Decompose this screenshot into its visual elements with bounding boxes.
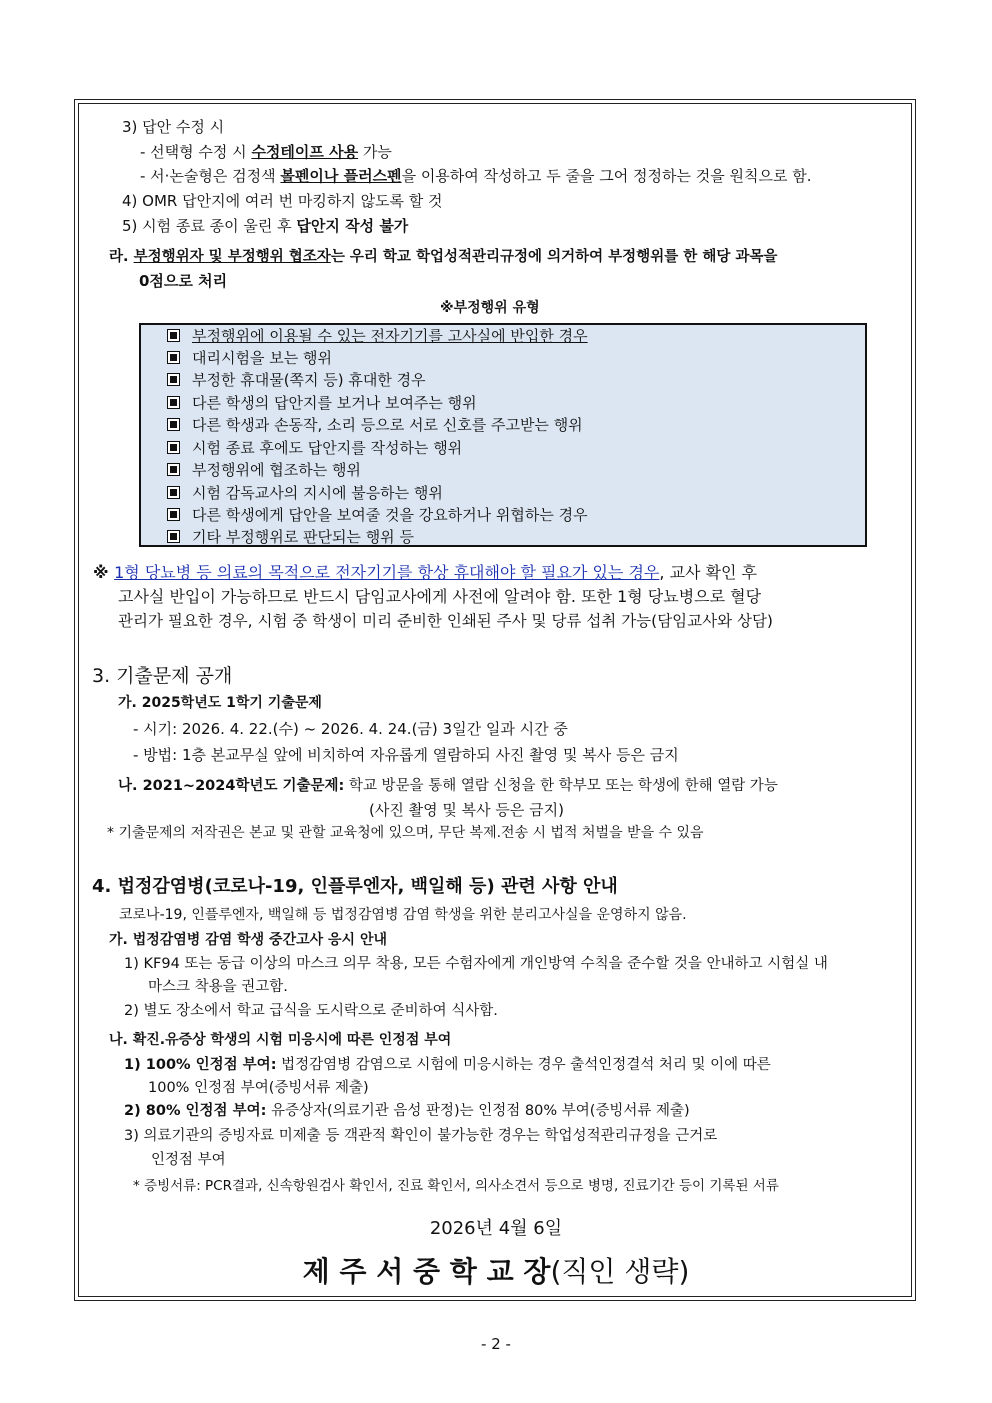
- cheating-type-item: [167, 438, 462, 458]
- item3-a-suffix: 가능: [358, 143, 392, 161]
- section3-na-text: 학교 방문을 통해 열람 신청을 한 학부모 또는 학생에 한해 열람 가능: [344, 778, 778, 794]
- seal-omitted-note: (직인 생략): [550, 1255, 690, 1288]
- cheating-type-item: [167, 326, 588, 346]
- principal-title: 제 주 서 중 학 교 장: [302, 1255, 551, 1288]
- section4-na-item2-text: 유증상자(의료기관 음성 판정)는 인정점 80% 부여(증빙서류 제출): [266, 1103, 690, 1119]
- section3-ga-item1: - 시기: 2026. 4. 22.(수) ~ 2026. 4. 24.(금) 3일간 일과 시간 중: [133, 720, 568, 738]
- cheating-rule-line2: 0점으로 처리: [139, 272, 228, 290]
- filled-square-icon: [167, 441, 180, 454]
- section4-na-item1: [124, 1055, 771, 1075]
- note-emphasis: 1형 당뇨병 등 의료의 목적으로 전자기기를 항상 휴대해야 할 필요가 있는 경우: [114, 563, 660, 582]
- section3-title: 3. 기출문제 공개: [92, 665, 233, 687]
- cheating-type-label: 기타 부정행위로 판단되는 행위 등: [192, 528, 414, 546]
- note-mark: ※: [93, 563, 115, 582]
- cheating-type-item: [167, 370, 426, 390]
- filled-square-icon: [167, 486, 180, 499]
- cheating-types-box: [139, 323, 867, 547]
- section4-na-item2-title: 2) 80% 인정점 부여:: [124, 1103, 267, 1119]
- item5-text: 5) 시험 종료 종이 울린 후: [122, 217, 297, 235]
- document-date: 2026년 4월 6일: [429, 1218, 563, 1239]
- section3-ga-item2: - 방법: 1층 본교무실 앞에 비치하여 자유롭게 열람하되 사진 촬영 및 복사 등은 금지: [133, 746, 679, 764]
- item3-a-emphasis: 수정테이프 사용: [251, 143, 359, 161]
- section3-na-line2: (사진 촬영 및 복사 등은 금지): [369, 801, 564, 819]
- item3-b-text: - 서·논술형은 검정색: [140, 167, 281, 185]
- medical-device-note-line2: 고사실 반입이 가능하므로 반드시 담임교사에게 사전에 알려야 함. 또한 1형 당뇨병으로 혈당: [118, 587, 762, 606]
- medical-device-note-line3: 관리가 필요한 경우, 시험 중 학생이 미리 준비한 인쇄된 주사 및 당류 섭취 가능(담임교사와 상담): [118, 612, 773, 630]
- cheating-types-title: ※부정행위 유형: [440, 300, 540, 316]
- section4-na-item3: 3) 의료기관의 증빙자료 미제출 등 객관적 확인이 불가능한 경우는 학업성적관리규정을 근거로: [124, 1128, 718, 1144]
- cheating-type-label: 부정행위에 협조하는 행위: [192, 461, 361, 479]
- cheating-rule-prefix: 라.: [109, 249, 134, 265]
- item5-emphasis: 답안지 작성 불가: [296, 217, 409, 235]
- section3-na-title: 나. 2021~2024학년도 기출문제:: [118, 778, 345, 794]
- section4-ga-item2: 2) 별도 장소에서 학교 급식을 도시락으로 준비하여 식사함.: [124, 1003, 498, 1019]
- cheating-type-item: [167, 460, 361, 480]
- cheating-type-label: 대리시험을 보는 행위: [192, 349, 332, 367]
- filled-square-icon: [167, 418, 180, 431]
- item3-b: [140, 166, 812, 186]
- page-number: - 2 -: [481, 1335, 511, 1353]
- section4-na-item3-cont: 인정점 부여: [151, 1152, 226, 1168]
- item3-b-emphasis: 볼펜이나 플러스펜: [280, 167, 402, 185]
- filled-square-icon: [167, 530, 180, 543]
- item4: 4) OMR 답안지에 여러 번 마킹하지 않도록 할 것: [122, 192, 443, 210]
- filled-square-icon: [167, 329, 180, 342]
- item3-a: [140, 142, 392, 162]
- cheating-type-item: [167, 505, 588, 525]
- cheating-type-item: [167, 415, 583, 435]
- cheating-rule: [109, 247, 777, 267]
- cheating-type-label: 부정행위에 이용될 수 있는 전자기기를 고사실에 반입한 경우: [192, 327, 588, 345]
- filled-square-icon: [167, 396, 180, 409]
- item5: [122, 216, 408, 236]
- section4-ga-item1-cont: 마스크 착용을 권고함.: [148, 979, 288, 995]
- cheating-type-label: 시험 감독교사의 지시에 불응하는 행위: [192, 484, 443, 502]
- filled-square-icon: [167, 351, 180, 364]
- cheating-type-item: [167, 527, 414, 547]
- cheating-type-item: [167, 393, 477, 413]
- cheating-type-item: [167, 483, 443, 503]
- cheating-type-label: 부정한 휴대물(쪽지 등) 휴대한 경우: [192, 371, 426, 389]
- item3-a-text: - 선택형 수정 시: [140, 143, 252, 161]
- section3-na: [118, 776, 778, 796]
- section4-ga-title: 가. 법정감염병 감염 학생 중간고사 응시 안내: [109, 932, 387, 948]
- filled-square-icon: [167, 373, 180, 386]
- section4-na-item1-title: 1) 100% 인정점 부여:: [124, 1057, 277, 1073]
- cheating-rule-subject: 부정행위자 및 부정행위 협조자: [133, 249, 331, 265]
- section4-ga-item1: 1) KF94 또는 동급 이상의 마스크 의무 착용, 모든 수험자에게 개인방역 수칙을 준수할 것을 안내하고 시험실 내: [124, 956, 828, 972]
- evidence-documents-note: * 증빙서류: PCR결과, 신속항원검사 확인서, 진료 확인서, 의사소견서 등으로 병명, 진료기간 등이 기록된 서류: [133, 1178, 779, 1194]
- cheating-rule-text: 는 우리 학교 학업성적관리규정에 의거하여 부정행위를 한 해당 과목을: [330, 249, 778, 265]
- medical-device-note: [93, 562, 757, 584]
- principal-signature: [0, 1250, 992, 1290]
- section3-ga-title: 가. 2025학년도 1학기 기출문제: [118, 695, 322, 711]
- section4-na-item1-text: 법정감염병 감염으로 시험에 미응시하는 경우 출석인정결석 처리 및 이에 따른: [276, 1057, 771, 1073]
- cheating-type-label: 다른 학생과 손동작, 소리 등으로 서로 신호를 주고받는 행위: [192, 416, 583, 434]
- section4-na-title: 나. 확진.유증상 학생의 시험 미응시에 따른 인정점 부여: [109, 1032, 452, 1048]
- note-text: , 교사 확인 후: [659, 563, 758, 582]
- cheating-type-item: [167, 348, 332, 368]
- item3-b-suffix: 을 이용하여 작성하고 두 줄을 그어 정정하는 것을 원칙으로 함.: [401, 167, 812, 185]
- cheating-type-label: 시험 종료 후에도 답안지를 작성하는 행위: [192, 439, 463, 457]
- cheating-type-label: 다른 학생의 답안지를 보거나 보여주는 행위: [192, 394, 477, 412]
- section4-title: 4. 법정감염병(코로나-19, 인플루엔자, 백일해 등) 관련 사항 안내: [92, 876, 618, 897]
- filled-square-icon: [167, 508, 180, 521]
- cheating-type-label: 다른 학생에게 답안을 보여줄 것을 강요하거나 위협하는 경우: [192, 506, 588, 524]
- copyright-note: * 기출문제의 저작권은 본교 및 관할 교육청에 있으며, 무단 복제.전송 시 법적 처벌을 받을 수 있음: [107, 825, 704, 841]
- item3-title: 3) 답안 수정 시: [122, 118, 225, 136]
- filled-square-icon: [167, 463, 180, 476]
- section4-na-item2: [124, 1101, 690, 1121]
- section4-na-item1-cont: 100% 인정점 부여(증빙서류 제출): [148, 1080, 369, 1096]
- section4-intro: 코로나-19, 인플루엔자, 백일해 등 법정감염병 감염 학생을 위한 분리고사실을 운영하지 않음.: [119, 907, 687, 923]
